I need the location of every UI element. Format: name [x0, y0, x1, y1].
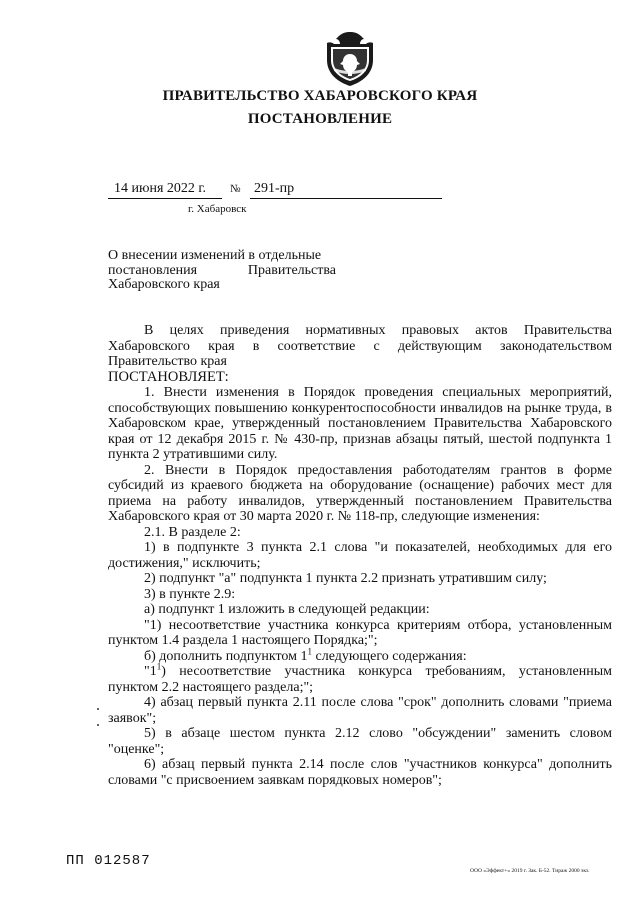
- government-title: ПРАВИТЕЛЬСТВО ХАБАРОВСКОГО КРАЯ: [162, 88, 478, 104]
- khabarovsk-coat-of-arms-icon: [322, 30, 378, 88]
- subject-line: постановления Правительства: [108, 262, 336, 278]
- document-subject: [108, 249, 336, 293]
- number-label: №: [230, 183, 241, 195]
- subject-line: Хабаровского края: [108, 277, 220, 292]
- scan-speck: [97, 708, 99, 710]
- document-number: 291-пр: [254, 181, 295, 196]
- intro-paragraph: В целях приведения нормативных правовых актов Правительства Хабаровского края в соответствие с действующим законодательством Правительство края: [108, 323, 612, 369]
- paragraph-2-1: 2.1. В разделе 2:: [144, 524, 241, 540]
- superscript: 1: [156, 661, 162, 672]
- list-item: 4) абзац первый пункта 2.11 после слова "срок" дополнить словами "приема заявок";: [108, 695, 612, 726]
- resolves-heading: ПОСТАНОВЛЯЕТ:: [108, 368, 229, 385]
- list-item: 2) подпункт "а" подпункта 1 пункта 2.2 признать утратившим силу;: [144, 571, 547, 586]
- scan-speck: [97, 724, 99, 726]
- list-item: 1) в подпункте 3 пункта 2.1 слова "и показателей, необходимых для его достижения," исключить;: [108, 540, 612, 571]
- form-code: ПП 012587: [66, 853, 151, 869]
- list-item-quote: "1) несоответствие участника конкурса критериям отбора, установленным пунктом 1.4 раздела 1 настоящего Порядка;";: [108, 617, 612, 648]
- list-item: 5) в абзаце шестом пункта 2.12 слово "обсуждении" заменить словом "оценке";: [108, 726, 612, 757]
- item-text: б) дополнить подпунктом 1: [144, 648, 308, 664]
- document-date: 14 июня 2022 г.: [114, 181, 207, 196]
- document-type-title: ПОСТАНОВЛЕНИЕ: [247, 111, 393, 127]
- date-underline: [108, 198, 222, 199]
- printer-note: ООО «Эффект+» 2019 г. Зак. Б-52. Тираж 2000 экз.: [470, 868, 590, 874]
- paragraph-1: 1. Внести изменения в Порядок проведения специальных мероприятий, способствующих повышению конкурентоспособности инвалидов на рынке труда, в Хабаровском крае, утвержденный постановлением Правительства Хабаровского края от 12 декабря 2015 г. № 430-пр, признав абзацы пятый, шестой подпункта 1 пункта 2 утратившими силу.: [108, 385, 612, 462]
- item-text: ) несоответствие участника конкурса требованиям, установленным пунктом 2.2 настоящего раздела;";: [108, 664, 612, 695]
- list-item-quote: [108, 661, 612, 695]
- item-text: следующего содержания:: [312, 648, 467, 664]
- document-body: [108, 323, 612, 788]
- list-item: а) подпункт 1 изложить в следующей редакции:: [144, 602, 430, 617]
- list-item: [108, 645, 612, 665]
- superscript: 1: [307, 645, 313, 656]
- subject-line: О внесении изменений в отдельные: [108, 248, 322, 263]
- list-item: 6) абзац первый пункта 2.14 после слов "участников конкурса" дополнить словами "с присвоением заявкам порядковых номеров";: [108, 757, 612, 788]
- city-label: г. Хабаровск: [188, 203, 247, 215]
- paragraph-2: 2. Внести в Порядок предоставления работодателям грантов в форме субсидий из краевого бюджета на оборудование (оснащение) рабочих мест для приема на работу инвалидов, утвержденный постановлением Правительства Хабаровского края от 30 марта 2020 г. № 118-пр, следующие изменения:: [108, 462, 612, 524]
- date-number-line: [108, 181, 332, 199]
- list-item: 3) в пункте 2.9:: [144, 586, 236, 602]
- number-underline: [250, 198, 442, 199]
- item-text: "1: [144, 664, 157, 679]
